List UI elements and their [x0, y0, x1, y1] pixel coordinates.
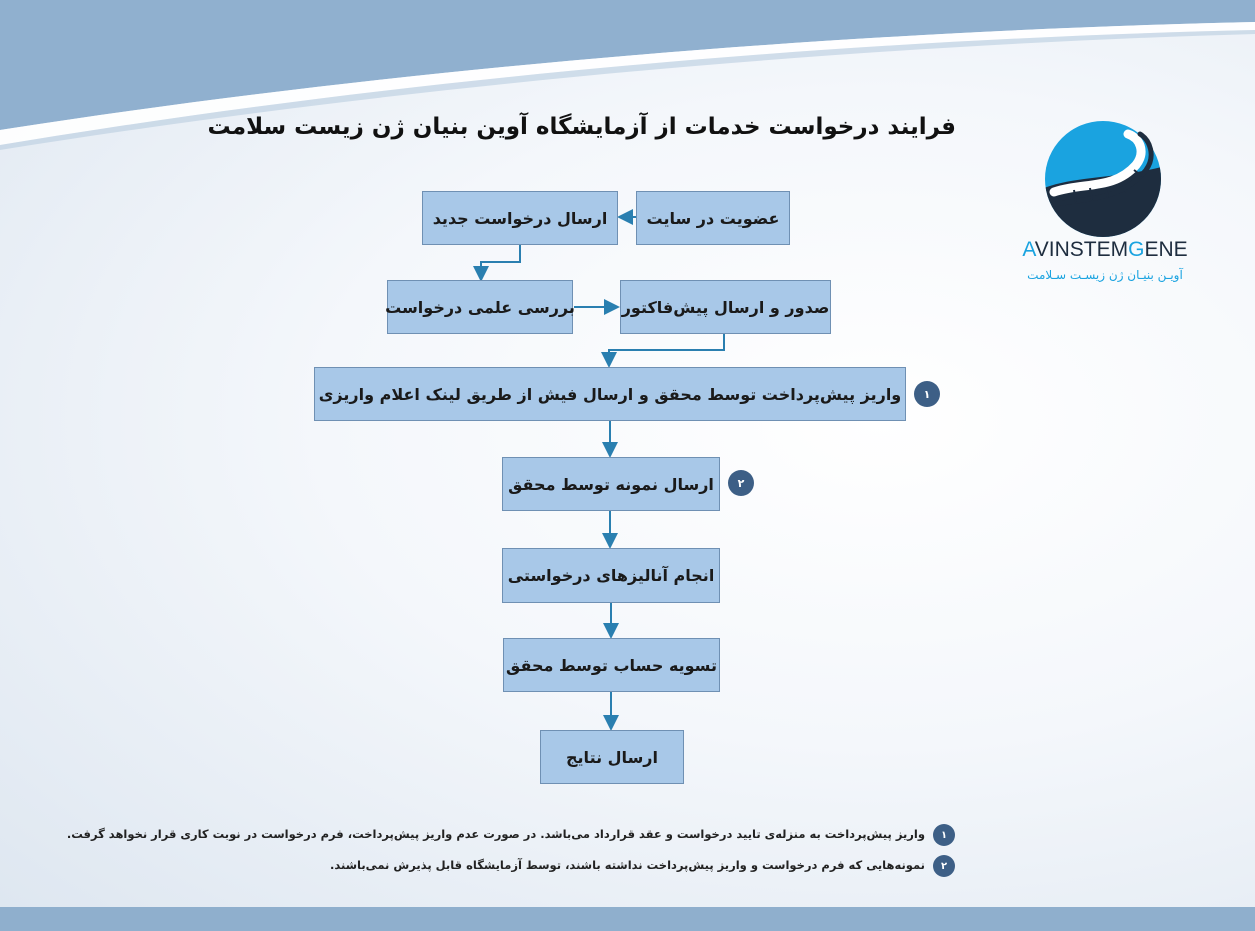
step-prepayment: واریز پیش‌پرداخت توسط محقق و ارسال فیش از طریق لینک اعلام واریزی: [314, 367, 906, 421]
step-membership: عضویت در سایت: [636, 191, 790, 245]
step-new-request: ارسال درخواست جدید: [422, 191, 618, 245]
arrow-proforma-to-prepayment: [609, 334, 724, 364]
note-badge-1: ۱: [933, 824, 955, 846]
arrow-request-to-review: [481, 244, 520, 278]
logo-wordmark: AVINSTEMGENE: [1022, 238, 1188, 261]
step-scientific-review: بررسی علمی درخواست: [387, 280, 573, 334]
step-proforma: صدور و ارسال پیش‌فاکتور: [620, 280, 831, 334]
footer-band: [0, 907, 1255, 931]
step-results: ارسال نتایج: [540, 730, 684, 784]
footnote-2: نمونه‌هایی که فرم درخواست و واریز پیش‌پرداخت نداشته باشند، توسط آزمایشگاه قابل پذیرش نمی‌باشند.: [330, 858, 925, 872]
step-settlement: تسویه حساب توسط محقق: [503, 638, 720, 692]
step-send-sample: ارسال نمونه توسط محقق: [502, 457, 720, 511]
footnote-1: واریز پیش‌پرداخت به منزله‌ی تایید درخواست و عقد قرارداد می‌باشد. در صورت عدم واریز پیش‌پرداخت، فرم درخواست در نوبت کاری قرار نخواهد گرفت.: [66, 827, 925, 841]
badge-1: ۱: [914, 381, 940, 407]
step-analysis: انجام آنالیزهای درخواستی: [502, 548, 720, 603]
logo-tagline: آویـن بنیـان ژن زیسـت سـلامت: [1027, 268, 1183, 282]
badge-2: ۲: [728, 470, 754, 496]
dna-helix-icon: [1044, 120, 1162, 238]
page-title: فرایند درخواست خدمات از آزمایشگاه آوین بنیان ژن زیست سلامت: [207, 114, 956, 140]
note-badge-2: ۲: [933, 855, 955, 877]
